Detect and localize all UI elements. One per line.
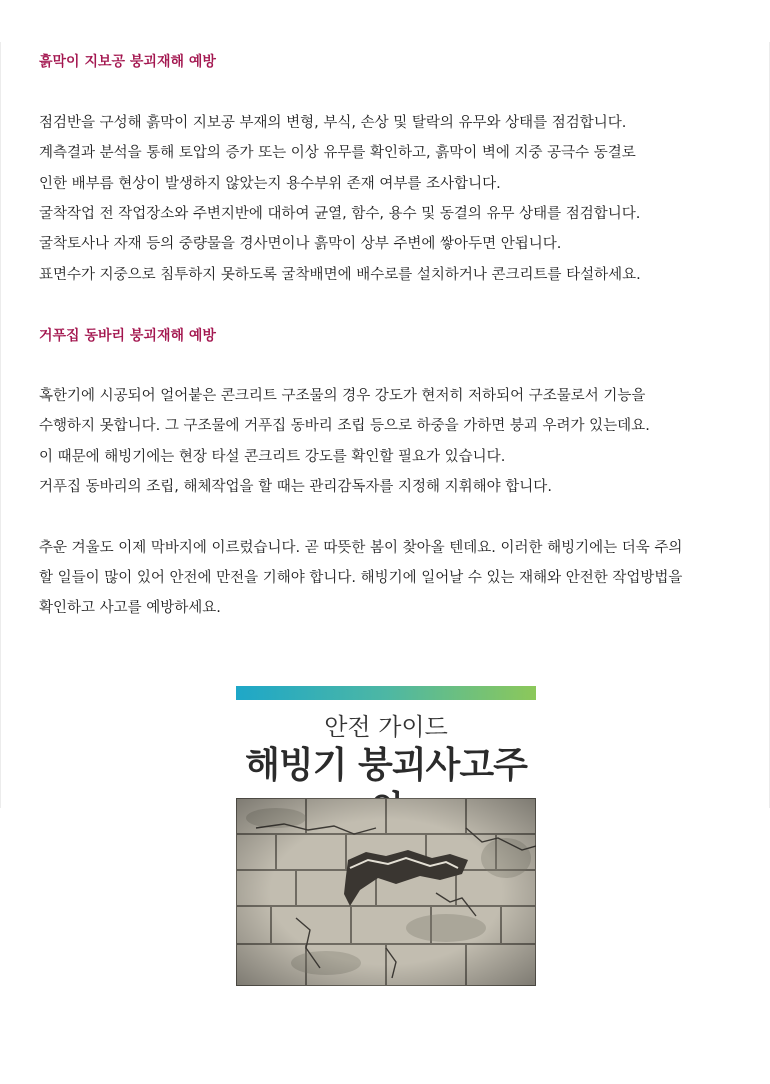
section1-line-2: 계측결과 분석을 통해 토압의 증가 또는 이상 유무를 확인하고, 흙막이 벽에 지중 공극수 동결로	[39, 145, 636, 161]
card-subtitle: 안전 가이드	[324, 713, 448, 741]
section1-line-6: 표면수가 지중으로 침투하지 못하도록 굴착배면에 배수로를 설치하거나 콘크리트를 타설하세요.	[39, 267, 641, 283]
section1-line-4: 굴착작업 전 작업장소와 주변지반에 대하여 균열, 함수, 용수 및 동결의 유무 상태를 점검합니다.	[39, 206, 641, 222]
section1-line-1: 점검반을 구성해 흙막이 지보공 부재의 변형, 부식, 손상 및 탈락의 유무와 상태를 점검합니다.	[39, 115, 627, 131]
section2-line-1: 혹한기에 시공되어 얼어붙은 콘크리트 구조물의 경우 강도가 현저히 저하되어 구조물로서 기능을	[39, 388, 646, 404]
section1-line-3: 인한 배부름 현상이 발생하지 않았는지 용수부위 존재 여부를 조사합니다.	[39, 176, 501, 192]
page-border-left	[0, 42, 1, 808]
section-title-formwork: 거푸집 동바리 붕괴재해 예방	[39, 328, 216, 344]
section2-line-4: 거푸집 동바리의 조립, 해체작업을 할 때는 관리감독자를 지정해 지휘해야 합니다.	[39, 479, 552, 495]
card-gradient-bar	[236, 686, 536, 700]
card-title: 해빙기 붕괴사고주	[245, 745, 527, 786]
closing-line-2: 할 일들이 많이 있어 안전에 만전을 기해야 합니다. 해빙기에 일어날 수 있는 재해와 안전한 작업방법을	[39, 570, 683, 586]
closing-line-1: 추운 겨울도 이제 막바지에 이르렀습니다. 곧 따뜻한 봄이 찾아올 텐데요. 이러한 해빙기에는 더욱 주의	[39, 540, 683, 556]
section2-line-2: 수행하지 못합니다. 그 구조물에 거푸집 동바리 조립 등으로 하중을 가하면 붕괴 우려가 있는데요.	[39, 418, 650, 434]
section-title-excavation: 흙막이 지보공 붕괴재해 예방	[39, 54, 216, 70]
section2-line-3: 이 때문에 해빙기에는 현장 타설 콘크리트 강도를 확인할 필요가 있습니다.	[39, 449, 506, 465]
cracked-wall-photo	[236, 798, 536, 986]
section1-line-5: 굴착토사나 자재 등의 중량물을 경사면이나 흙막이 상부 주변에 쌓아두면 안됩니다.	[39, 236, 562, 252]
safety-guide-card	[236, 686, 536, 986]
closing-line-3: 확인하고 사고를 예방하세요.	[39, 600, 221, 616]
